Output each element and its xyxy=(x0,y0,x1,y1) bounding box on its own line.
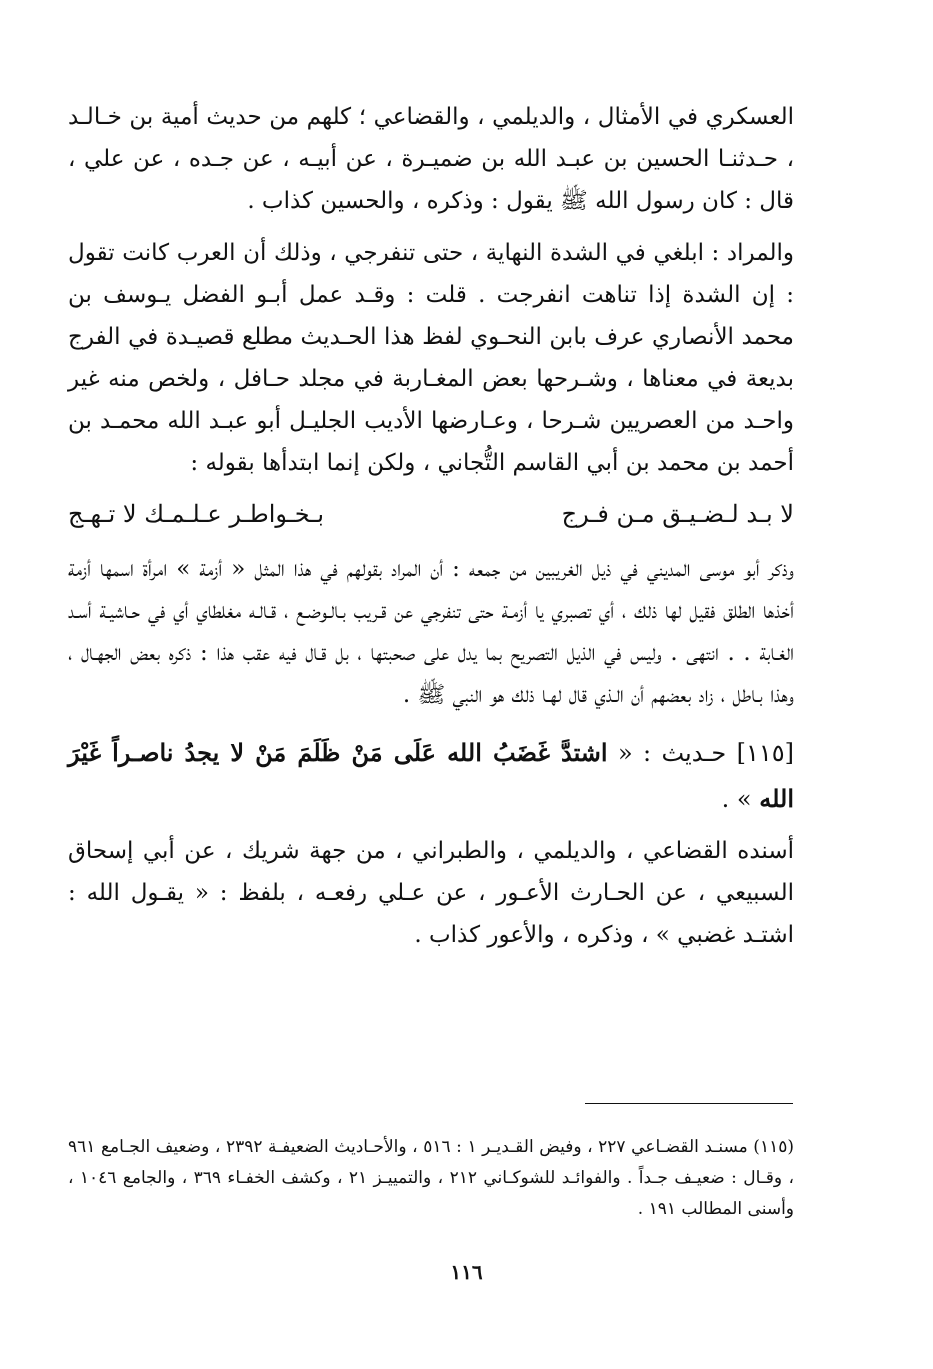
verse-hemistich-2: بـخـواطـر عـلـمـك لا تـهـج xyxy=(68,500,325,528)
paragraph-2: والمراد : ابلغي في الشدة النهاية ، حتى تنفرجي ، وذلك أن العرب كانت تقول : إن الشدة إذا تناهت انفرجت . قلت : وقـد عمل أبـو الفضل يـوسف بن محمد الأنصاري عرف بابن النحـوي لفظ هذا الحـديث مطلع قصيـدة في الفرج بديعة في معناها ، وشـرحها بعض المغـاربة في مجلد حـافل ، ولخص منه غير واحـد من العصريين شـرحا ، وعـارضها الأديب الجليـل أبو عبـد الله محمـد بن أحمد بن محمد بن أبي القاسم التُّجاني ، ولكن إنما ابتدأها بقوله : xyxy=(68,240,794,476)
paragraph-3: وذكر أبو موسى المديني في ذيل الغريبين من جمعه : أن المراد بقولهم في هذا المثل « أزمة » امرأة اسمها أزمة أخذها الطلق فقيل لها ذلك ، أي تصبري يا أزمـة حتى تنفرجي عن قـريب بـالـوضـع ، قـالـه مغلطاي أي في حـاشيـة أسـد الغـابة . . انتهى . وليس في الذيل التصريح بما يدل على صحبتها ، بل قـال فيه عقب هذا : ذكره بعض الجهـال ، وهذا بـاطل ، زاد بعضهم أن الـذي قال لهـا ذلك هو النبي ﷺ . xyxy=(68,556,794,708)
paragraph-4: أسنده القضاعي ، والديلمي ، والطبراني ، من جهة شريك ، عن أبي إسحاق السبيعي ، عن الحـارث الأعـور ، عن عـلي رفعـه ، بلفظ : « يقـول الله : اشتـد غضبي » ، وذكره ، والأعور كذاب . xyxy=(68,838,794,948)
hadith-close-quote: » . xyxy=(721,785,752,813)
footnote-divider xyxy=(585,1103,793,1104)
poetry-verse xyxy=(68,494,794,534)
paragraph-1: العسكري في الأمثال ، والديلمي ، والقضاعي ؛ كلهم من حديث أمية بن خـالـد ، حـدثنـا الحسين بن عبـد الله بن ضميـرة ، عن أبيـه ، عن جـده ، عن علي ، قال : كان رسول الله ﷺ يقول : وذكره ، والحسين كذاب . xyxy=(68,104,794,214)
page-number: ١١٦ xyxy=(450,1260,483,1284)
hadith-number: [١١٥] xyxy=(736,739,794,767)
verse-hemistich-1: لا بـد لـضـيـق مـن فـرج xyxy=(561,500,794,528)
main-text-block xyxy=(68,96,794,956)
hadith-open-quote: « xyxy=(617,739,633,767)
hadith-label: حـديث : xyxy=(643,739,727,767)
hadith-heading xyxy=(68,730,794,822)
footnote: (١١٥) مسنـد القضـاعي ٢٢٧ ، وفيض القـديـر ١ : ٥١٦ ، والأحـاديث الضعيفـة ٢٣٩٢ ، وضعيف الجـامع ٩٦١ ، وقـال : ضعيـف جـداً . والفوائـد للشوكـاني ٢١٢ ، والتمييـز ٢١ ، وكشف الخفـاء ٣٦٩ ، والجامع ١٠٤٦ ، وأسنى المطالب ١٩١ . xyxy=(68,1137,794,1219)
hadith-text: اشتدَّ غَضَبُ الله عَلَى مَنْ ظَلَمَ مَنْ لا يجدُ ناصـراً غَيْرَ الله xyxy=(68,738,794,813)
